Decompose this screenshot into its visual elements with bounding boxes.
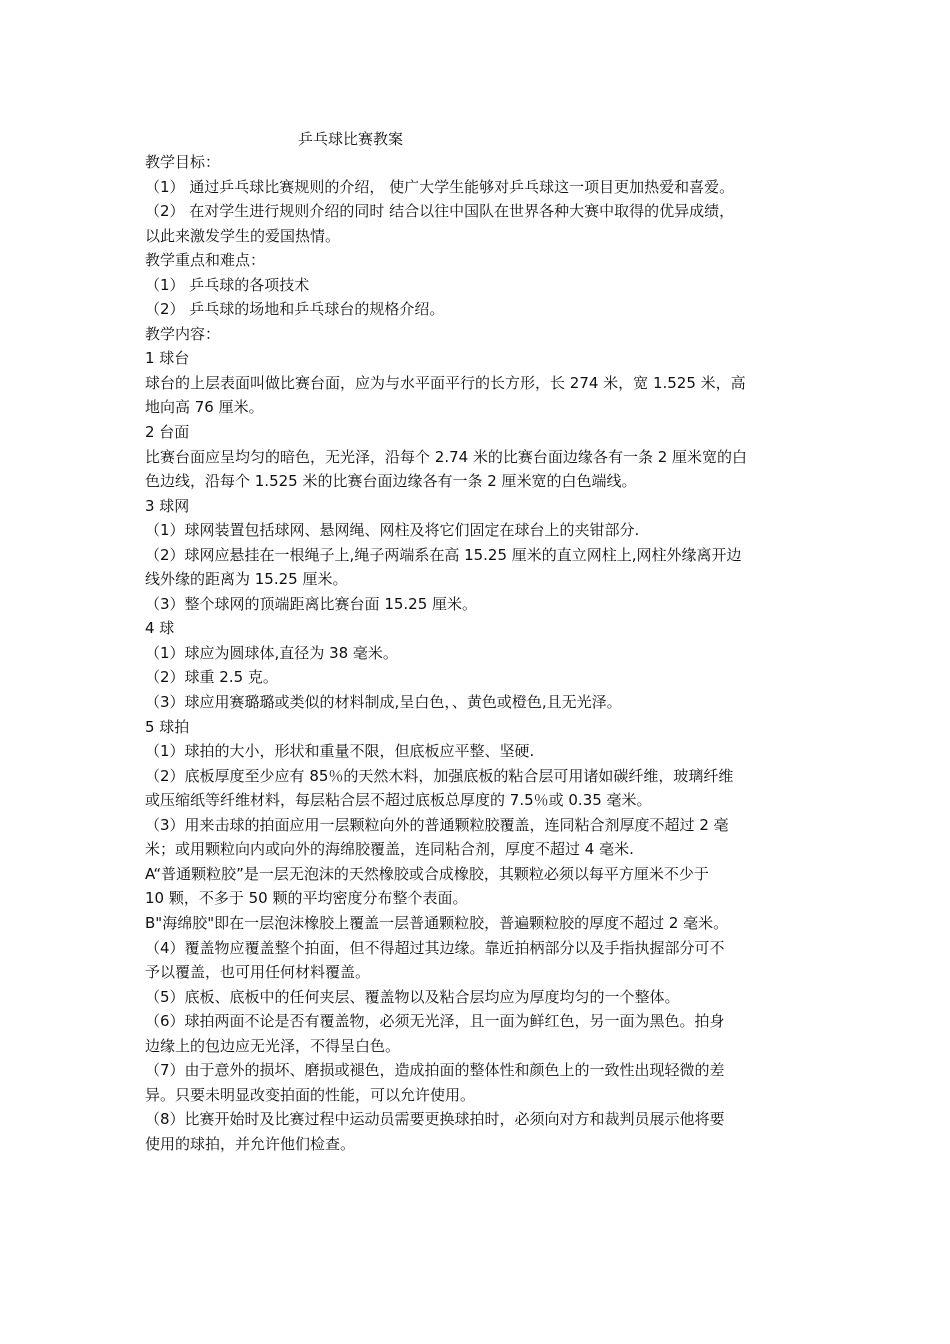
body-line: 3 球网 [145, 496, 190, 515]
body-line: 教学目标： [145, 153, 221, 171]
body-line: 予以覆盖，也可用任何材料覆盖。 [145, 963, 371, 982]
body-line: （2）球网应悬挂在一根绳子上,绳子两端系在高 15.25 厘米的直立网柱上,网柱外缘离开边 [145, 545, 742, 564]
body-line: （2） 在对学生进行规则介绍的同时 结合以往中国队在世界各种大赛中取得的优异成绩， [145, 202, 735, 221]
body-line: 使用的球拍，并允许他们检查。 [145, 1134, 356, 1153]
body-line: 教学重点和难点： [145, 251, 266, 270]
body-line: 地向高 76 厘米。 [145, 398, 264, 417]
body-line: （5）底板、底板中的任何夹层、覆盖物以及粘合层均应为厚度均匀的一个整体。 [145, 987, 680, 1006]
document-body [145, 150, 820, 1156]
body-line: 4 球 [145, 619, 175, 638]
body-line: （7）由于意外的损坏、磨损或褪色，造成拍面的整体性和颜色上的一致性出现轻微的差 [145, 1061, 725, 1080]
body-line: 米；或用颗粒向内或向外的海绵胶覆盖，连同粘合剂，厚度不超过 4 毫米. [145, 840, 634, 859]
body-line: （4）覆盖物应覆盖整个拍面，但不得超过其边缘。靠近拍柄部分以及手指执握部分可不 [145, 938, 725, 957]
document-title: 乒乓球比赛教案 [298, 130, 404, 148]
body-line: 或压缩纸等纤维材料，每层粘合层不超过底板总厚度的 7.5％或 0.35 毫米。 [145, 791, 652, 810]
body-line: （3）用来击球的拍面应用一层颗粒向外的普通颗粒胶覆盖，连同粘合剂厚度不超过 2 毫 [145, 815, 729, 834]
body-line: （3）整个球网的顶端距离比赛台面 15.25 厘米。 [145, 594, 478, 613]
body-line: 色边线，沿每个 1.525 米的比赛台面边缘各有一条 2 厘米宽的白色端线。 [145, 472, 637, 491]
body-line: A“普通颗粒胶”是一层无泡沫的天然橡胶或合成橡胶，其颗粒必须以每平方厘米不少于 [145, 864, 709, 883]
body-line: 5 球拍 [145, 717, 190, 736]
body-line: （1）球应为圆球体,直径为 38 毫米。 [145, 643, 398, 662]
body-line: B"海绵胶"即在一层泡沫橡胶上覆盖一层普通颗粒胶，普遍颗粒胶的厚度不超过 2 毫米。 [145, 913, 729, 932]
body-line: 边缘上的包边应无光泽，不得呈白色。 [145, 1036, 401, 1055]
body-line: 比赛台面应呈均匀的暗色，无光泽，沿每个 2.74 米的比赛台面边缘各有一条 2 厘米宽的白 [145, 447, 748, 466]
body-line: （6）球拍两面不论是否有覆盖物，必须无光泽，且一面为鲜红色，另一面为黑色。拍身 [145, 1012, 725, 1031]
body-line: 球台的上层表面叫做比赛台面，应为与水平面平行的长方形，长 274 米，宽 1.525 米，高 [145, 373, 746, 392]
body-line: 线外缘的距离为 15.25 厘米。 [145, 570, 348, 589]
body-line: （1） 乒乓球的各项技术 [145, 275, 310, 294]
body-line: 2 台面 [145, 423, 190, 442]
body-line: （2）底板厚度至少应有 85％的天然木料，加强底板的粘合层可用诸如碳纤维，玻璃纤维 [145, 766, 734, 785]
body-line: 以此来激发学生的爱国热情。 [145, 226, 341, 245]
body-line: （2）球重 2.5 克。 [145, 668, 278, 687]
body-line: 教学内容： [145, 324, 221, 343]
body-line: （3）球应用赛璐璐或类似的材料制成,呈白色，、黄色或橙色,且无光泽。 [145, 693, 622, 712]
body-line: 10 颗，不多于 50 颗的平均密度分布整个表面。 [145, 889, 468, 908]
body-line: （1）球网装置包括球网、悬网绳、网柱及将它们固定在球台上的夹钳部分. [145, 521, 640, 540]
body-line: （1） 通过乒乓球比赛规则的介绍， 使广大学生能够对乒乓球这一项目更加热爱和喜爱。 [145, 177, 735, 196]
body-line: （1）球拍的大小，形状和重量不限，但底板应平整、坚硬. [145, 742, 535, 761]
body-line: 异。只要未明显改变拍面的性能，可以允许使用。 [145, 1085, 476, 1104]
body-line: （8）比赛开始时及比赛过程中运动员需要更换球拍时，必须向对方和裁判员展示他将要 [145, 1110, 725, 1129]
body-line: 1 球台 [145, 349, 190, 368]
body-line: （2） 乒乓球的场地和乒乓球台的规格介绍。 [145, 300, 445, 319]
